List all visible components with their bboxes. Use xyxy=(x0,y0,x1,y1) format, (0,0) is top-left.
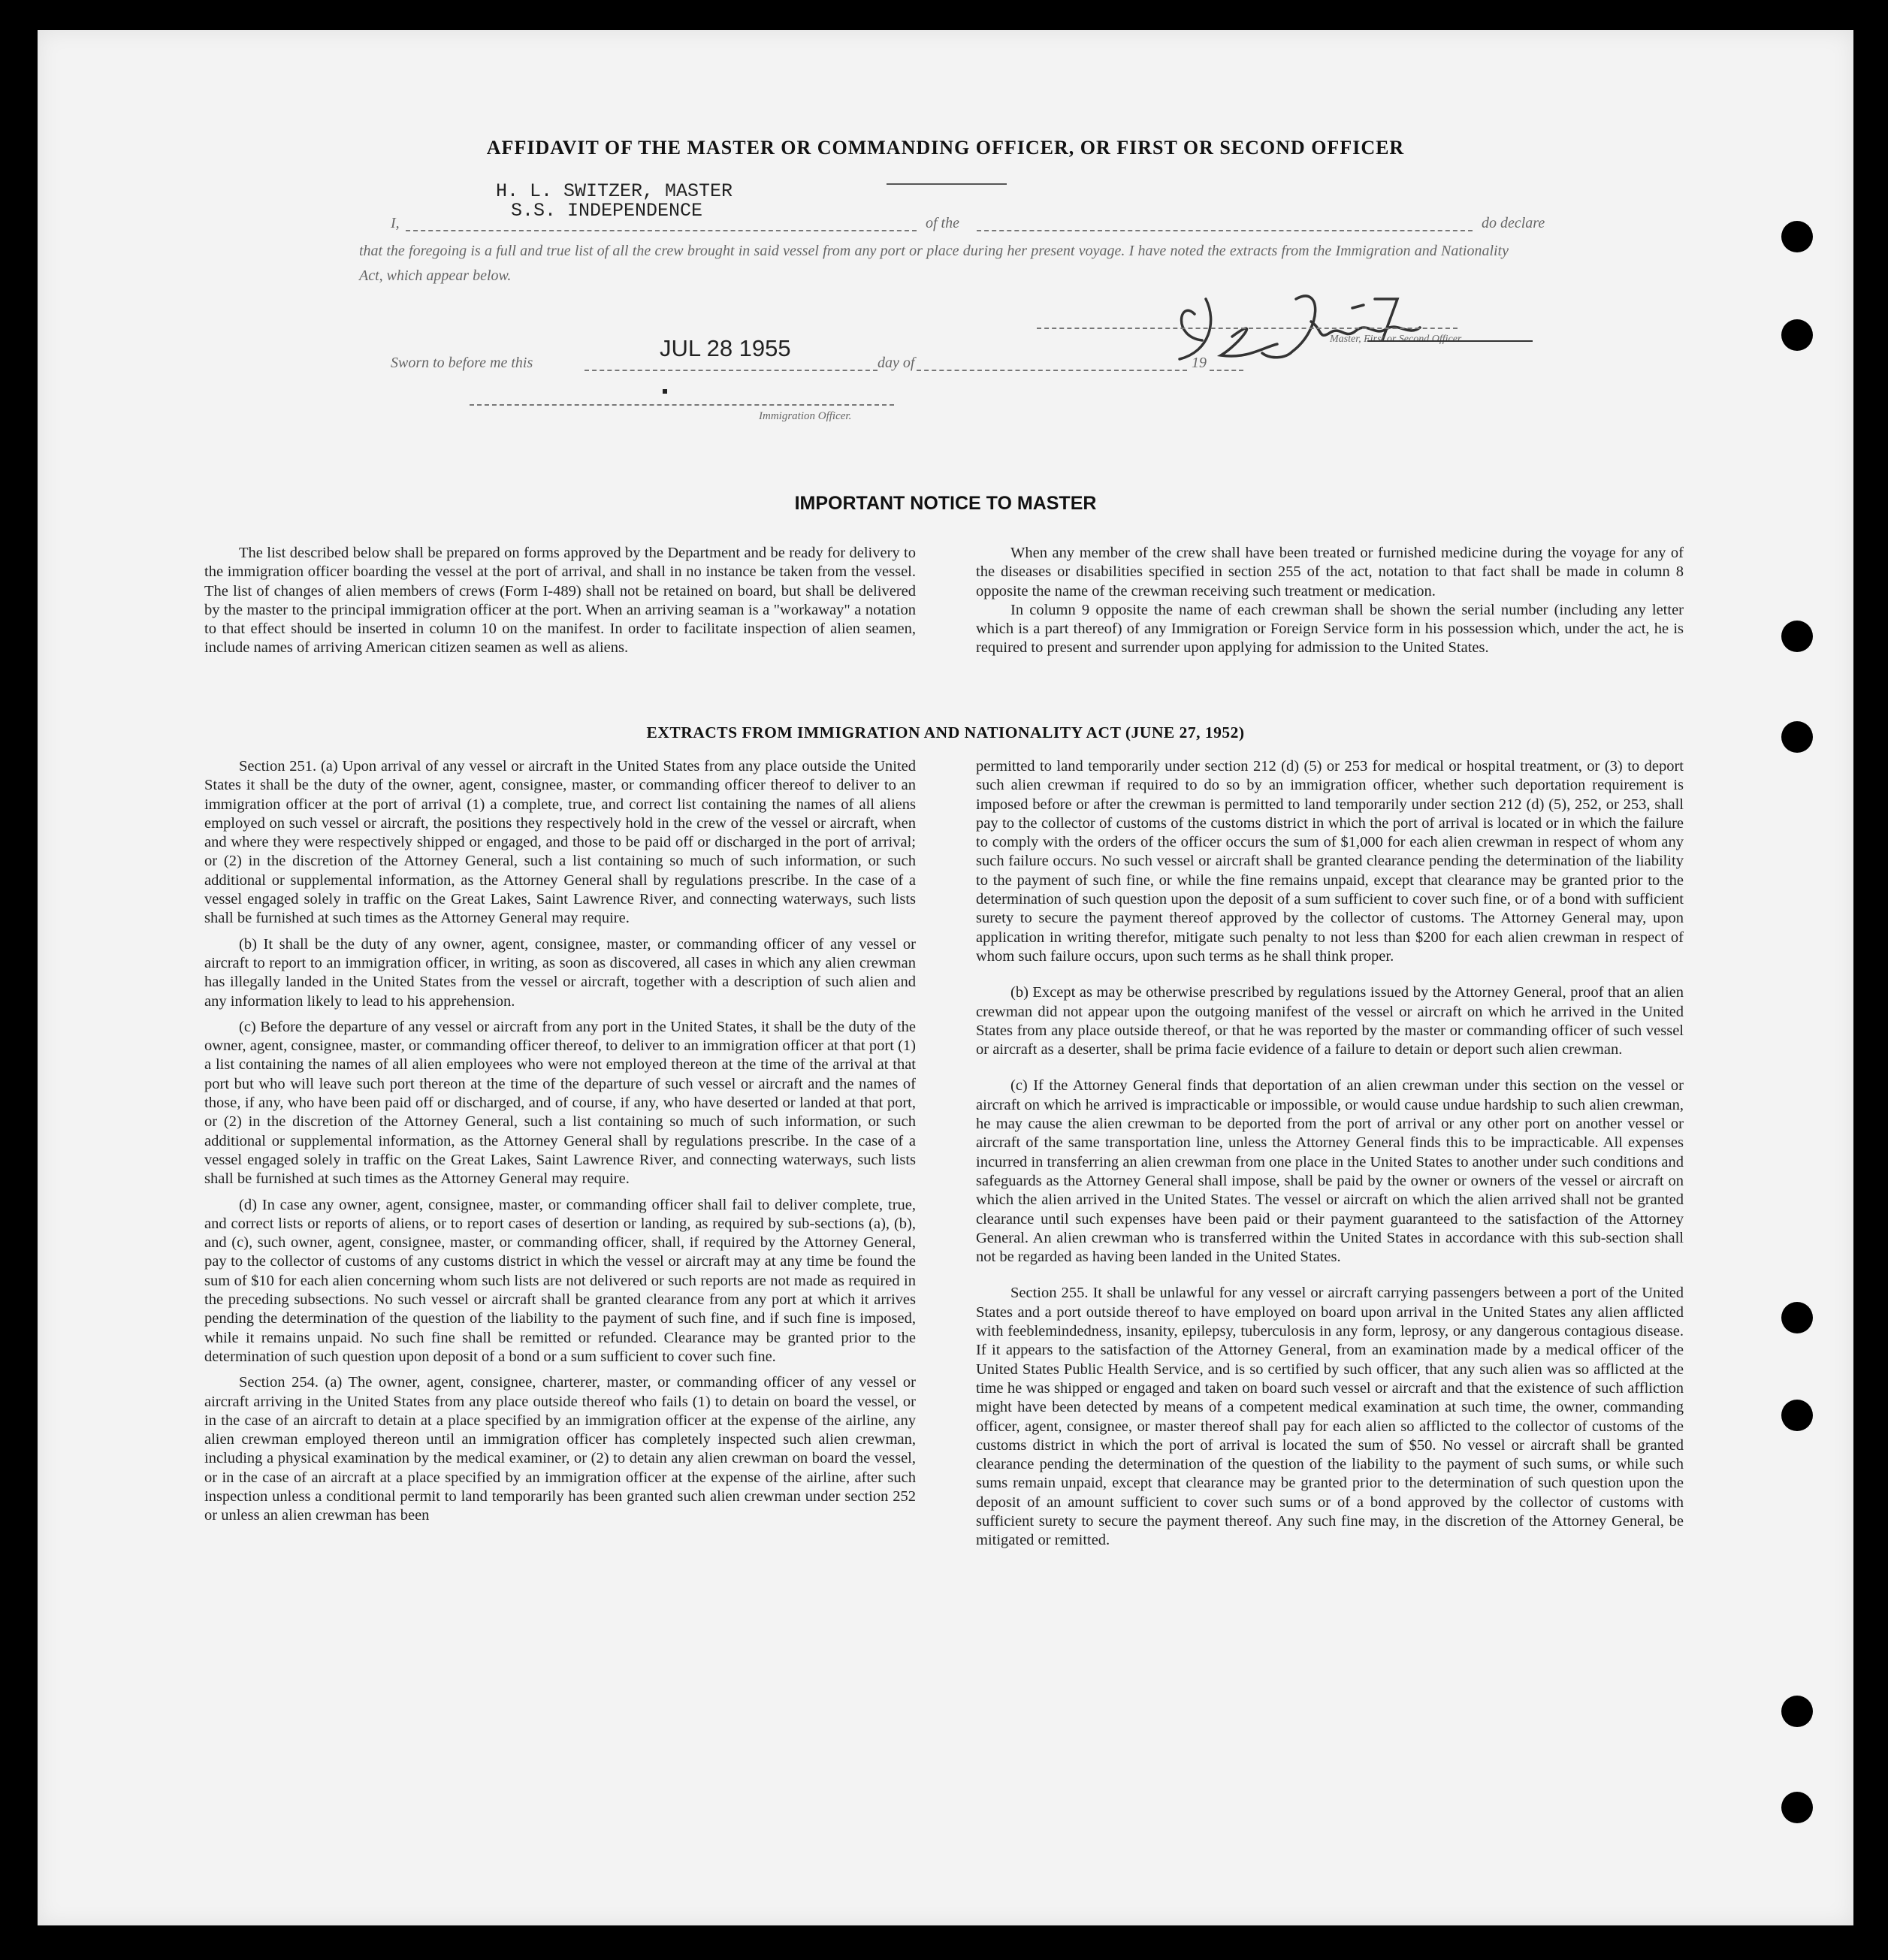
notice-left-text: The list described below shall be prepared on forms approved by the Department and be ready for delivery to the immigration officer boarding the vessel at the port of arrival, and shall in no instance be taken from the vessel. The list of changes of alien members of crews (Form I-489) shall not be retained on board, but shall be delivered by the master to the principal immigration officer at the port. When an arriving seaman is a "workaway" a notation to that effect should be inserted in column 10 on the manifest. In order to facilitate inspection of alien seamen, include names of arriving American citizen seamen as well as aliens. xyxy=(204,545,916,657)
declaration-text: that the foregoing is a full and true list of all the crew brought in said vessel from any port or place during her present voyage. I have noted the extracts from the Immigration and Nationality Act, which appear below. xyxy=(359,243,1509,284)
punch-hole xyxy=(1781,1400,1813,1431)
immigration-officer-line xyxy=(470,404,894,406)
extracts-right-column xyxy=(976,757,1684,1557)
year-line xyxy=(1210,370,1243,371)
affidavit-title: AFFIDAVIT OF THE MASTER OR COMMANDING OFFICER, OR FIRST OR SECOND OFFICER xyxy=(486,137,1405,159)
name-line xyxy=(406,230,917,231)
master-caption: Master, First or Second Officer. xyxy=(1330,334,1464,345)
punch-hole xyxy=(1781,1302,1813,1333)
punch-hole xyxy=(1781,621,1813,652)
section-251-b: (b) It shall be the duty of any owner, agent, consignee, master, or commanding officer of any vessel or aircraft to report to an immigration officer, in writing, as soon as discovered, all cases in which any alien crewman has illegally landed in the United States from the vessel or aircraft, together with a description of such alien and any information likely to lead to his apprehension. xyxy=(204,935,916,1010)
day-of-label: day of xyxy=(878,355,915,371)
document-page xyxy=(38,30,1853,1925)
section-251-a: Section 251. (a) Upon arrival of any vessel or aircraft in the United States from any place outside the United States it shall be the duty of the owner, agent, consignee, master, or commanding officer thereof to deliver to an immigration officer at the port of arrival (1) a complete, true, and correct list containing the names of all aliens employed on such vessel or aircraft, the positions they respectively hold in the crew of the vessel or aircraft, when and where they were respectively shipped or engaged, and those to be paid off or discharged in the port of arrival; or (2) in the discretion of the Attorney General, such a list containing so much of such information, or such additional or supplemental information, as the Attorney General shall by regulations prescribe. In the case of a vessel engaged solely in traffic on the Great Lakes, Saint Lawrence River, and connecting waterways, such lists shall be furnished at such times as the Attorney General may require. xyxy=(204,758,916,927)
notice-right-text-2: In column 9 opposite the name of each crewman shall be shown the serial number (including any letter which is a part thereof) of any Immigration or Foreign Service form in his possession which, under the act, he is required to present and surrender upon applying for admission to the United States. xyxy=(976,601,1684,657)
stamped-date: JUL 28 1955 xyxy=(660,335,791,361)
punch-hole xyxy=(1781,1696,1813,1727)
typed-vessel-name: S.S. INDEPENDENCE xyxy=(511,200,703,222)
section-251-d: (d) In case any owner, agent, consignee, master, or commanding officer shall fail to deliver complete, true, and correct lists or reports of aliens, or to report cases of desertion or landing, as required by sub-sections (a), (b), and (c), such owner, agent, consignee, master, or commanding officer, shall, if required by the Attorney General, pay to the collector of customs of any customs district in which the vessel or aircraft may at any time be found the sum of $10 for each alien concerning whom such lists are not delivered or such reports are not made as required in the preceding subsections. No such vessel or aircraft shall be granted clearance from any port at which it arrives pending the determination of the question of the liability to the payment of such fine, and if such fine is imposed, while it remains unpaid. No such fine shall be remitted or refunded. Clearance may be granted prior to the determination of such question upon deposit of a bond or a sum sufficient to cover such fine. xyxy=(204,1196,916,1365)
sworn-day-line xyxy=(585,370,878,371)
extracts-title: EXTRACTS FROM IMMIGRATION AND NATIONALITY ACT (JUNE 27, 1952) xyxy=(646,723,1245,741)
of-the-label: of the xyxy=(926,215,959,231)
title-rule xyxy=(887,183,1007,185)
month-line xyxy=(917,370,1187,371)
section-254-b: (b) Except as may be otherwise prescribed by regulations issued by the Attorney General, proof that an alien crewman did not appear upon the outgoing manifest of the vessel or aircraft on which he arrived in the United States from any place outside thereof, or that he was reported by the master or commanding officer of such vessel or aircraft as a deserter, shall be prima facie evidence of a failure to detain or deport such alien crewman. xyxy=(976,984,1684,1059)
caption-strike xyxy=(1367,340,1533,342)
section-254-c: (c) If the Attorney General finds that deportation of an alien crewman under this section on the vessel or aircraft on which he arrived is impracticable or impossible, or would cause undue hardship to such alien crewman, he may cause the alien crewman to be deported from the port of arrival or any other port on another vessel or aircraft of the same transportation line, unless the Attorney General finds this to be impracticable. All expenses incurred in transferring an alien crewman from one place in the United States to another under such conditions and safeguards as the Attorney General shall impose, shall be paid by the owner or owners of the vessel or aircraft on which the alien arrived in the United States. The vessel or aircraft on which the alien arrived shall not be granted clearance until such expenses have been paid or their payment guaranteed to the satisfaction of the Attorney General. An alien crewman who is transferred within the United States in accordance with this sub-section shall not be regarded as having been landed in the United States. xyxy=(976,1077,1684,1266)
year-label: 19 xyxy=(1192,355,1207,371)
section-255: Section 255. It shall be unlawful for any vessel or aircraft carrying passengers between a port of the United States and a port outside thereof to have employed on board upon arrival in the United States any alien afflicted with feeblemindedness, insanity, epilepsy, tuberculosis in any form, leprosy, or any dangerous contagious disease. If it appears to the satisfaction of the Attorney General, from an examination made by a medical officer of the United States Public Health Service, and is so certified by such officer, that any such alien was so afflicted at the time he was shipped or engaged and taken on board such vessel or aircraft and that the existence of such affliction might have been detected by means of a competent medical examination at such time, the owner, commanding officer, agent, consignee, or master thereof shall pay for each alien so afflicted to the collector of customs of the customs district in which the port of arrival is located the sum of $50. No vessel or aircraft shall be granted clearance pending the determination of the question of the liability to the payment of such sums, or while such sums remain unpaid, except that clearance may be granted prior to the determination of such question upon the deposit of an amount sufficient to cover such sums or of a bond approved by the collector of customs with sufficient surety to secure the payment thereof. Any such fine may, in the discretion of the Attorney General, be mitigated or remitted. xyxy=(976,1285,1684,1549)
section-254-a-cont: permitted to land temporarily under section 212 (d) (5) or 253 for medical or hospital treatment, or (3) to deport such alien crewman if required to do so by an immigration officer, whether such deportation requirement is imposed before or after the crewman is permitted to land temporarily under section 212 (d) (5), 252, or 253, shall pay to the collector of customs of the customs district in which the port of arrival is located or in which the failure to comply with the orders of the officer occurs the sum of $1,000 for each alien crewman in respect of whom any such failure occurs. No such vessel or aircraft shall be granted clearance pending the determination of the liability to the payment of such fine, or while the fine remains unpaid, except that clearance may be granted prior to the determination of such question upon the deposit of a sum sufficient to cover such fine, or of a bond with sufficient surety to secure the payment thereof approved by the collector of customs. The Attorney General may, upon application in writing therefor, mitigate such penalty to not less than $200 for each alien crewman in respect of whom such failure occurs, upon such terms as he shall think proper. xyxy=(976,758,1684,965)
notice-title: IMPORTANT NOTICE TO MASTER xyxy=(794,493,1097,514)
typed-master-name: H. L. SWITZER, MASTER xyxy=(496,180,733,202)
small-dot xyxy=(663,389,667,394)
extracts-left-column xyxy=(204,757,916,1533)
immigration-officer-caption: Immigration Officer. xyxy=(759,410,852,422)
punch-hole xyxy=(1781,1792,1813,1823)
punch-hole xyxy=(1781,221,1813,252)
master-signature-line xyxy=(1037,328,1458,329)
notice-left-column xyxy=(204,544,916,658)
sworn-label: Sworn to before me this xyxy=(391,355,533,371)
notice-right-column xyxy=(976,544,1684,658)
notice-right-text-1: When any member of the crew shall have been treated or furnished medicine during the voyage for any of the diseases or disabilities specified in section 255 of the act, notation to that fact shall be made in column 8 opposite the name of the crewman receiving such treatment or medication. xyxy=(976,545,1684,599)
section-254-a: Section 254. (a) The owner, agent, consignee, charterer, master, or commanding officer of any vessel or aircraft arriving in the United States from any place outside thereof who fails (1) to detain on board the vessel, or in the case of an aircraft to detain at a place specified by an immigration officer at the expense of the airline, any alien crewman employed thereon until an immigration officer has completely inspected such alien crewman, including a physical examination by the medical examiner, or (2) to detain any alien crewman on board the vessel, or in the case of an aircraft at a place specified by an immigration officer at the expense of the airline, after such inspection unless a conditional permit to land temporarily has been granted such alien crewman under section 252 or unless an alien crewman has been xyxy=(204,1374,916,1524)
section-251-c: (c) Before the departure of any vessel or aircraft from any port in the United States, it shall be the duty of the owner, agent, consignee, master, or commanding officer thereof, to deliver to an immigration officer at that port (1) a list containing the names of all alien employees who were not employed thereon at the time of the arrival at that port but who will leave such port thereon at the time of the departure of such vessel or aircraft and the names of those, if any, who have been paid off or discharged, and of course, if any, who have deserted or landed at that port, or (2) in the discretion of the Attorney General, such a list containing so much of such information, or such additional or supplemental information, as the Attorney General shall by regulations prescribe. In the case of a vessel engaged solely in traffic on the Great Lakes, Saint Lawrence River, and connecting waterways, such lists shall be furnished at such times as the Attorney General may require. xyxy=(204,1018,916,1188)
do-declare-label: do declare xyxy=(1482,215,1545,231)
punch-hole xyxy=(1781,319,1813,351)
vessel-line xyxy=(977,230,1473,231)
i-label: I, xyxy=(391,215,400,231)
